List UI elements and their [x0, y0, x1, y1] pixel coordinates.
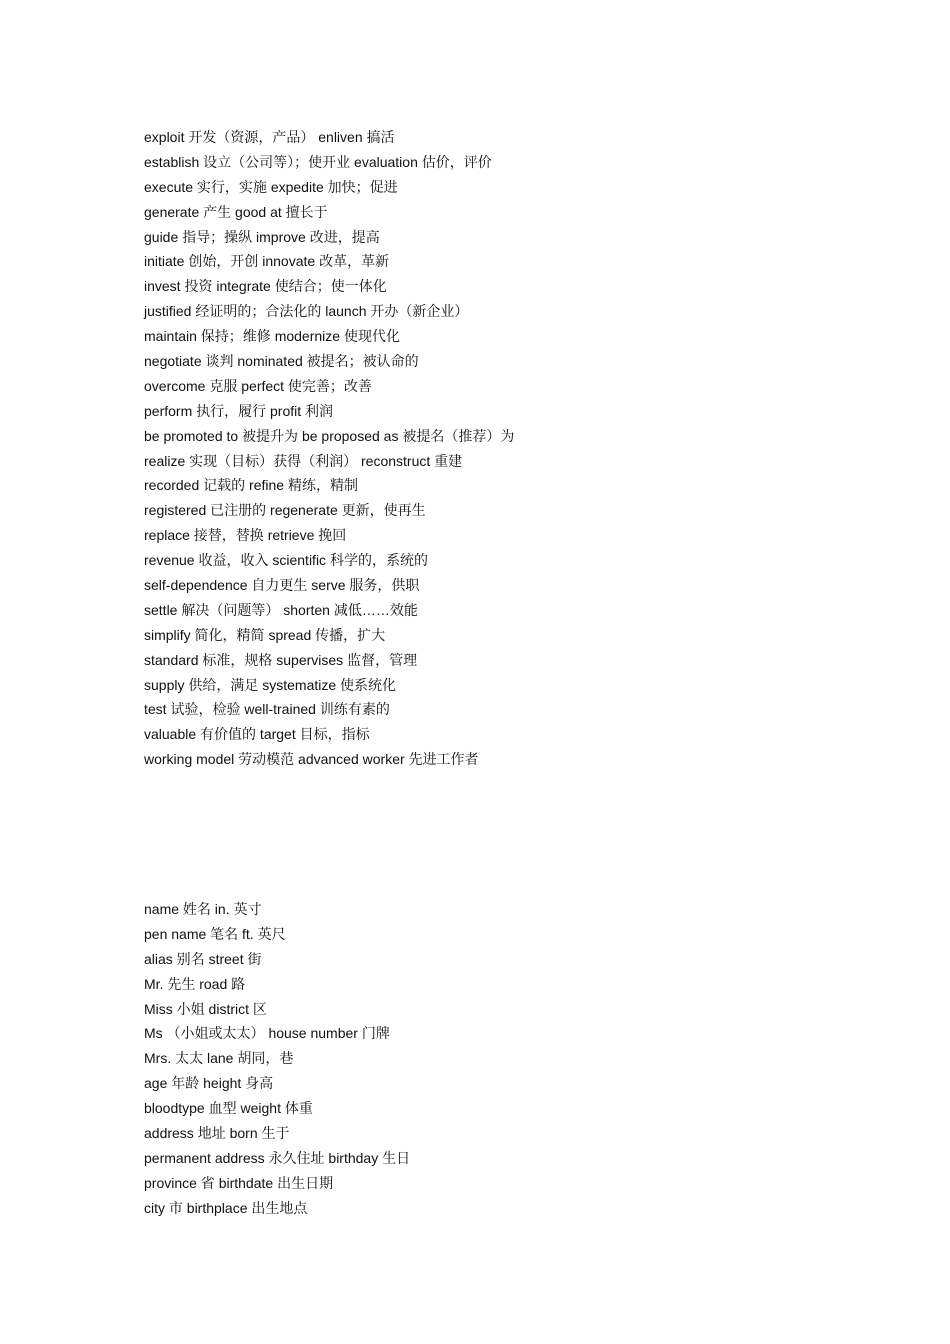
- vocabulary-line: establish 设立（公司等）；使开业 evaluation 估价，评价: [144, 153, 492, 170]
- vocabulary-line: permanent address 永久住址 birthday 生日: [144, 1149, 411, 1166]
- vocabulary-line: Mr. 先生 road 路: [144, 975, 246, 992]
- vocabulary-line: name 姓名 in. 英寸: [144, 901, 262, 917]
- vocabulary-line: negotiate 谈判 nominated 被提名；被认命的: [144, 353, 419, 370]
- vocabulary-line: test 试验，检验 well-trained 训练有素的: [144, 701, 390, 718]
- vocabulary-line: valuable 有价值的 target 目标，指标: [144, 726, 370, 743]
- vocabulary-line: province 省 birthdate 出生日期: [144, 1174, 334, 1191]
- vocabulary-line: address 地址 born 生于: [144, 1125, 290, 1142]
- vocabulary-line: replace 接替，替换 retrieve 挽回: [144, 527, 347, 544]
- vocabulary-line: execute 实行，实施 expedite 加快；促进: [144, 178, 398, 195]
- vocabulary-line: city 市 birthplace 出生地点: [144, 1199, 308, 1216]
- vocabulary-line: working model 劳动模范 advanced worker 先进工作者: [144, 751, 479, 768]
- vocabulary-line: Ms （小姐或太太） house number 门牌: [144, 1025, 390, 1042]
- vocabulary-line: age 年龄 height 身高: [144, 1075, 274, 1092]
- vocabulary-line: Miss 小姐 district 区: [144, 1000, 267, 1017]
- vocabulary-line: initiate 创始，开创 innovate 改革，革新: [144, 253, 390, 270]
- vocabulary-line: justified 经证明的；合法化的 launch 开办（新企业）: [144, 303, 469, 320]
- vocabulary-line: settle 解决（问题等） shorten 减低……效能: [144, 601, 418, 618]
- vocabulary-line: be promoted to 被提升为 be proposed as 被提名（推荐）为: [144, 427, 515, 444]
- vocabulary-line: perform 执行，履行 profit 利润: [144, 402, 334, 419]
- vocabulary-section-1: [144, 125, 844, 772]
- vocabulary-line: generate 产生 good at 擅长于: [144, 203, 328, 220]
- vocabulary-line: bloodtype 血型 weight 体重: [144, 1100, 313, 1117]
- vocabulary-section-2: [144, 897, 844, 1221]
- vocabulary-line: supply 供给，满足 systematize 使系统化: [144, 676, 397, 693]
- vocabulary-line: simplify 简化，精简 spread 传播，扩大: [144, 626, 386, 643]
- vocabulary-line: pen name 笔名 ft. 英尺: [144, 925, 286, 942]
- vocabulary-line: alias 别名 street 街: [144, 950, 262, 967]
- vocabulary-line: revenue 收益，收入 scientific 科学的，系统的: [144, 552, 428, 569]
- vocabulary-line: standard 标准，规格 supervises 监督，管理: [144, 651, 418, 668]
- vocabulary-line: self-dependence 自力更生 serve 服务，供职: [144, 577, 420, 594]
- vocabulary-line: registered 已注册的 regenerate 更新，使再生: [144, 502, 426, 519]
- vocabulary-line: recorded 记载的 refine 精练，精制: [144, 477, 358, 494]
- vocabulary-line: invest 投资 integrate 使结合；使一体化: [144, 278, 387, 295]
- vocabulary-line: realize 实现（目标）获得（利润） reconstruct 重建: [144, 452, 463, 469]
- vocabulary-line: maintain 保持；维修 modernize 使现代化: [144, 328, 400, 345]
- vocabulary-line: guide 指导；操纵 improve 改进，提高: [144, 228, 380, 245]
- vocabulary-line: exploit 开发（资源，产品） enliven 搞活: [144, 129, 395, 145]
- vocabulary-line: overcome 克服 perfect 使完善；改善: [144, 377, 372, 394]
- vocabulary-line: Mrs. 太太 lane 胡同，巷: [144, 1050, 294, 1067]
